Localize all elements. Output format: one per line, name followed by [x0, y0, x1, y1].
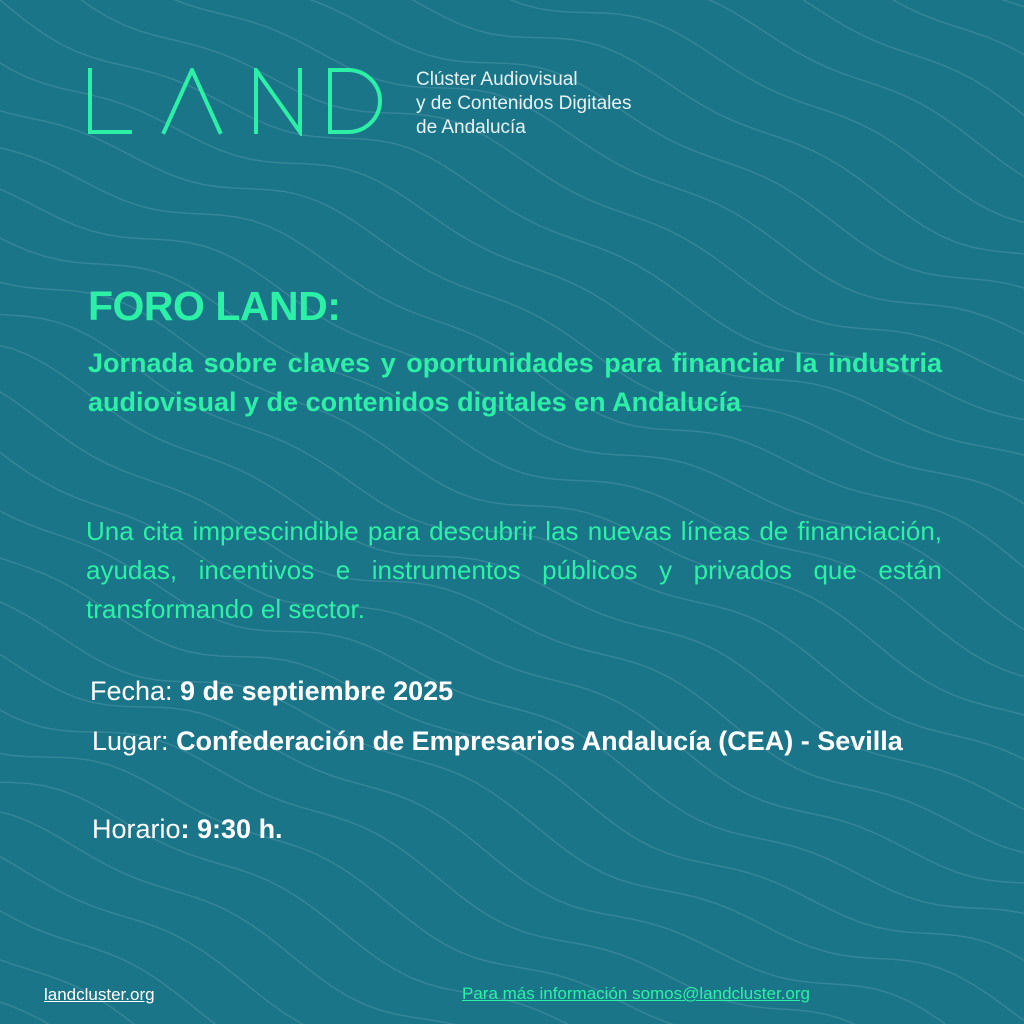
contour-line	[0, 0, 1024, 292]
contour-line	[0, 0, 1024, 62]
place-value: Confederación de Empresarios Andalucía (CEA) - Sevilla	[176, 726, 903, 756]
event-subtitle: Jornada sobre claves y oportunidades para financiar la industria audiovisual y de contenidos digitales en Andalucía	[88, 348, 942, 417]
event-intro: Una cita imprescindible para descubrir las nuevas líneas de financiación, ayudas, incentivos e instrumentos públicos y privados que están transformando el sector.	[86, 516, 942, 624]
time-value: : 9:30 h.	[180, 814, 283, 844]
logo-tagline-line-1: Clúster Audiovisual	[416, 69, 578, 90]
logo-tagline-line-3: de Andalucía	[416, 117, 526, 138]
logo-tagline-line-2: y de Contenidos Digitales	[416, 93, 632, 114]
place-label: Lugar:	[92, 726, 177, 756]
date-label: Fecha:	[90, 676, 181, 706]
date-value: 9 de septiembre 2025	[180, 676, 454, 706]
time-label: Horario	[92, 814, 181, 844]
contact-link[interactable]: Para más información somos@landcluster.org	[462, 984, 810, 1003]
contour-line	[0, 594, 1024, 1024]
detail-time	[92, 810, 283, 848]
event-title: FORO LAND:	[88, 283, 341, 329]
land-logo-mark	[86, 68, 386, 136]
website-link[interactable]: landcluster.org	[44, 985, 155, 1004]
logo-tagline	[416, 68, 631, 140]
detail-date	[90, 672, 453, 710]
contour-line	[0, 276, 1024, 719]
contour-line	[0, 0, 1024, 11]
detail-place	[92, 722, 942, 760]
contour-line	[0, 899, 1024, 1024]
